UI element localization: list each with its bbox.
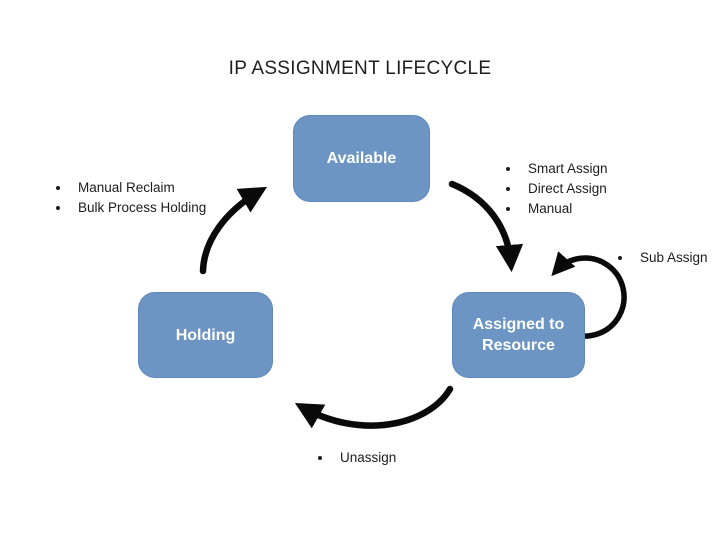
- list-item: [506, 179, 608, 199]
- annotation-text: Bulk Process Holding: [78, 200, 207, 215]
- bullet-icon: [506, 167, 510, 171]
- arrow-available-to-assigned: [452, 184, 511, 264]
- unassign-list: [318, 448, 396, 468]
- list-item: [618, 248, 708, 268]
- annotation-text: Manual Reclaim: [78, 180, 175, 195]
- node-assigned-label: Assigned to Resource: [472, 316, 565, 354]
- annotation-text: Direct Assign: [528, 181, 607, 196]
- annotation-text: Sub Assign: [640, 250, 708, 265]
- reclaim-list: [56, 178, 206, 218]
- assign-methods-list: [506, 159, 608, 219]
- bullet-icon: [618, 256, 622, 260]
- node-holding: [138, 292, 273, 378]
- node-assigned-to-resource: [452, 292, 585, 378]
- list-item: [506, 159, 608, 179]
- arrow-assigned-to-holding: [302, 389, 450, 426]
- list-item: [506, 199, 608, 219]
- bullet-icon: [318, 456, 322, 460]
- bullet-icon: [56, 206, 60, 210]
- list-item: [56, 198, 206, 218]
- annotation-text: Unassign: [340, 450, 397, 465]
- list-item: [318, 448, 396, 468]
- bullet-icon: [506, 187, 510, 191]
- list-item: [56, 178, 206, 198]
- node-available: [293, 115, 430, 202]
- bullet-icon: [506, 207, 510, 211]
- annotation-text: Smart Assign: [528, 161, 608, 176]
- bullet-icon: [56, 186, 60, 190]
- node-available-label: Available: [326, 150, 397, 167]
- diagram-title: IP ASSIGNMENT LIFECYCLE: [228, 58, 492, 79]
- node-holding-label: Holding: [175, 326, 236, 344]
- sub-assign-list: [618, 248, 708, 268]
- arrow-holding-to-available: [203, 191, 260, 271]
- annotation-text: Manual: [528, 201, 573, 216]
